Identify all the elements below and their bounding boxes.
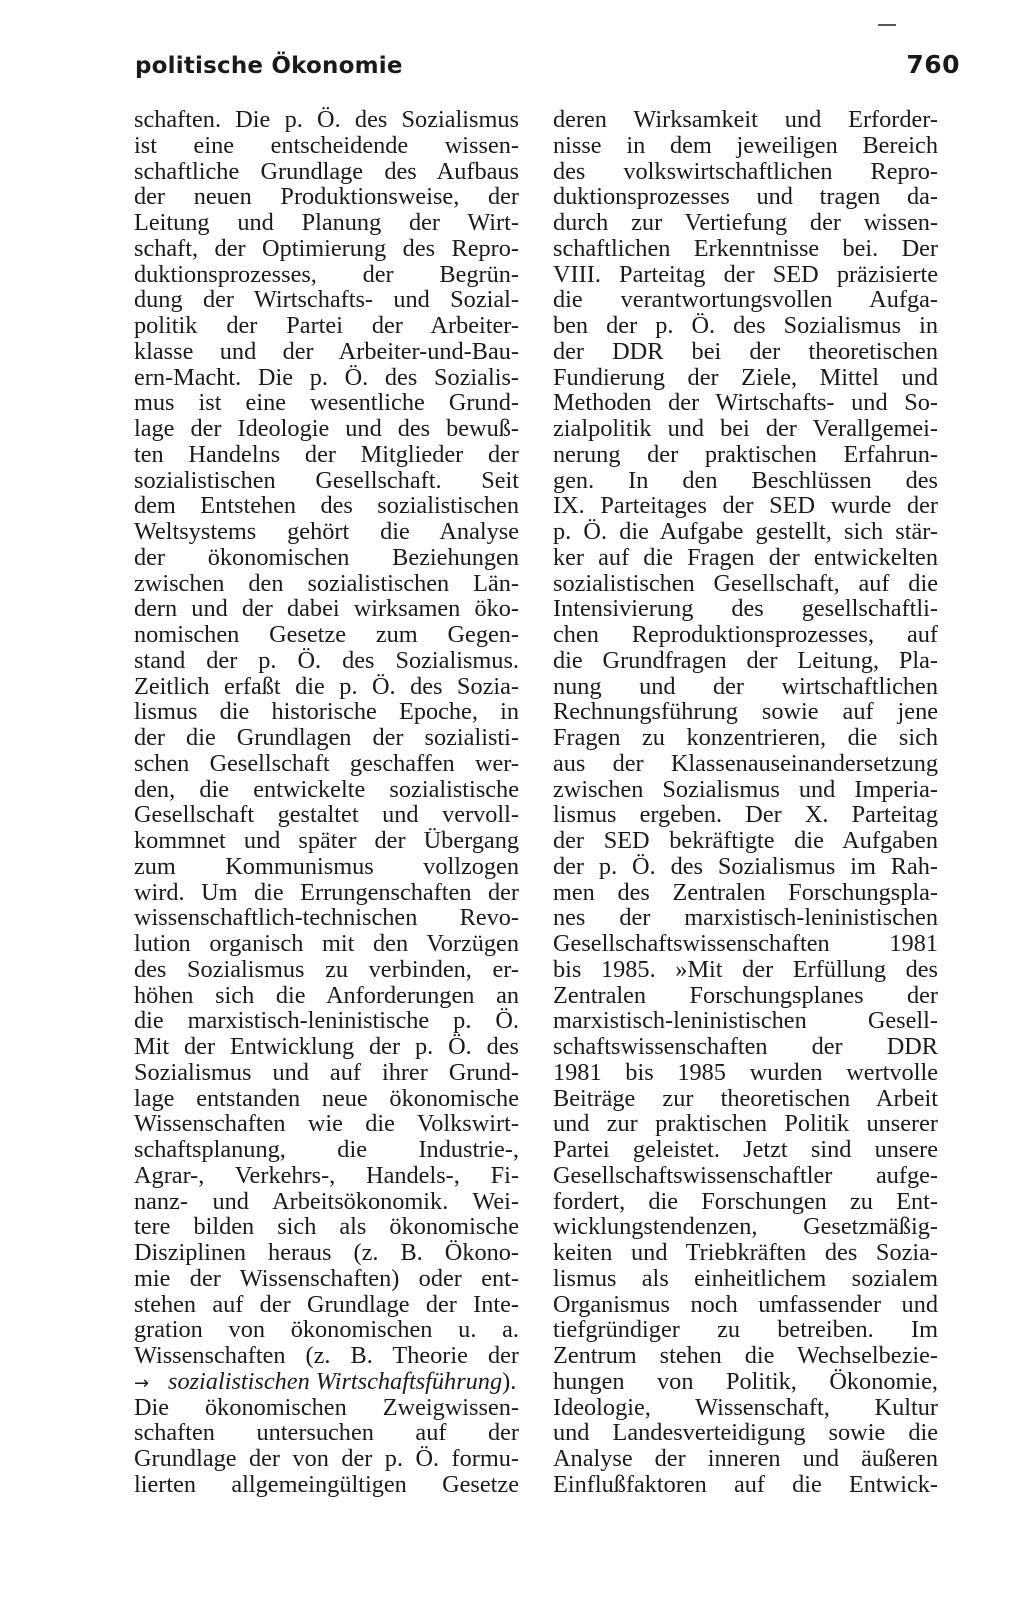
text-line: Einflußfaktoren auf die Entwick- <box>553 1471 938 1498</box>
text-line: tiefgründiger zu betreiben. Im <box>553 1317 938 1343</box>
text-line: hungen von Politik, Ökonomie, <box>553 1368 938 1395</box>
text-line: stand der p. Ö. des Sozialismus. <box>134 647 519 674</box>
text-line: lution organisch mit den Vorzügen <box>134 931 519 957</box>
text-line: bis 1985. »Mit der Erfüllung des <box>553 956 938 983</box>
text-line: schaft, der Optimierung des Repro- <box>134 235 519 262</box>
text-line: schaften. Die p. Ö. des Sozialismus <box>134 107 519 133</box>
text-line: Gesellschaft gestaltet und vervoll- <box>134 802 519 828</box>
text-line: nerung der praktischen Erfahrun- <box>553 441 938 468</box>
text-line: Gesellschaftswissenschaften 1981 <box>553 931 938 957</box>
text-line: der DDR bei der theoretischen <box>553 338 938 365</box>
text-line: des Sozialismus zu verbinden, er- <box>134 956 519 983</box>
text-line: Grundlage der von der p. Ö. formu- <box>134 1446 519 1472</box>
text-line: men des Zentralen Forschungspla- <box>553 879 938 906</box>
text-line: fordert, die Forschungen zu Ent- <box>553 1188 938 1215</box>
text-line: politik der Partei der Arbeiter- <box>134 313 519 339</box>
text-line: schaftswissenschaften der DDR <box>553 1034 938 1060</box>
text-line: schaften untersuchen auf der <box>134 1420 519 1446</box>
text-line: lage entstanden neue ökonomische <box>134 1085 519 1112</box>
text-line: schaftliche Grundlage des Aufbaus <box>134 158 519 185</box>
text-line: wird. Um die Errungenschaften der <box>134 879 519 906</box>
text-line: Partei geleistet. Jetzt sind unsere <box>553 1137 938 1163</box>
text-line: Zeitlich erfaßt die p. Ö. des Sozia- <box>134 673 519 700</box>
text-line: sozialistischen Gesellschaft, auf die <box>553 570 938 597</box>
page-header <box>135 50 960 90</box>
text-line: Organismus noch umfassender und <box>553 1291 938 1318</box>
text-line: schaftsplanung, die Industrie-, <box>134 1137 519 1163</box>
text-line: Die ökonomischen Zweigwissen- <box>134 1394 519 1421</box>
text-line: der neuen Produktionsweise, der <box>134 184 519 210</box>
text-line: des volkswirtschaftlichen Repro- <box>553 158 938 185</box>
text-line: stehen auf der Grundlage der Inte- <box>134 1291 519 1318</box>
text-line: wissenschaftlich-technischen Revo- <box>134 905 519 931</box>
text-line: nanz- und Arbeitsökonomik. Wei- <box>134 1188 519 1215</box>
text-line: duktionsprozesses, der Begrün- <box>134 261 519 288</box>
text-line: Fundierung der Ziele, Mittel und <box>553 364 938 391</box>
text-line: Gesellschaftswissenschaftler aufge- <box>553 1162 938 1189</box>
text-line: deren Wirksamkeit und Erforder- <box>553 107 938 133</box>
text-line: und zur praktischen Politik unserer <box>553 1111 938 1137</box>
left-column <box>134 107 519 1498</box>
text-line: wicklungstendenzen, Gesetzmäßig- <box>553 1214 938 1240</box>
header-mark <box>878 24 896 26</box>
text-line: Disziplinen heraus (z. B. Ökono- <box>134 1240 519 1266</box>
text-line: der die Grundlagen der sozialisti- <box>134 725 519 751</box>
text-line: Wissenschaften wie die Volkswirt- <box>134 1111 519 1137</box>
text-line: 1981 bis 1985 wurden wertvolle <box>553 1059 938 1086</box>
text-line: Sozialismus und auf ihrer Grund- <box>134 1059 519 1086</box>
text-line: nung und der wirtschaftlichen <box>553 673 938 700</box>
text-line: lierten allgemeingültigen Gesetze <box>134 1471 519 1498</box>
text-line: dern und der dabei wirksamen öko- <box>134 596 519 622</box>
text-line: nes der marxistisch-leninistischen <box>553 905 938 931</box>
text-line: den, die entwickelte sozialistische <box>134 776 519 803</box>
text-line: ten Handelns der Mitglieder der <box>134 441 519 468</box>
text-line: der SED bekräftigte die Aufgaben <box>553 828 938 854</box>
text-line: Mit der Entwicklung der p. Ö. des <box>134 1034 519 1060</box>
text-line: tere bilden sich als ökonomische <box>134 1214 519 1240</box>
text-line: keiten und Triebkräften des Sozia- <box>553 1240 938 1266</box>
text-line: Fragen zu konzentrieren, die sich <box>553 725 938 751</box>
text-line: gration von ökonomischen u. a. <box>134 1317 519 1343</box>
text-line: Analyse der inneren und äußeren <box>553 1446 938 1472</box>
text-line: mie der Wissenschaften) oder ent- <box>134 1265 519 1292</box>
text-line: chen Reproduktionsprozesses, auf <box>553 622 938 648</box>
text-line: lage der Ideologie und des bewuß- <box>134 416 519 442</box>
text-line: die Grundfragen der Leitung, Pla- <box>553 647 938 674</box>
text-line: marxistisch-leninistischen Gesell- <box>553 1008 938 1034</box>
text-line: zum Kommunismus vollzogen <box>134 853 519 880</box>
text-line: schen Gesellschaft geschaffen wer- <box>134 750 519 777</box>
text-line: Wissenschaften (z. B. Theorie der <box>134 1343 519 1369</box>
text-line: klasse und der Arbeiter-und-Bau- <box>134 338 519 365</box>
text-line: ern-Macht. Die p. Ö. des Sozialis- <box>134 364 519 391</box>
text-line: lismus als einheitlichem sozialem <box>553 1265 938 1292</box>
text-line: der p. Ö. des Sozialismus im Rah- <box>553 853 938 880</box>
text-line: ben der p. Ö. des Sozialismus in <box>553 313 938 339</box>
text-line: VIII. Parteitag der SED präzisierte <box>553 261 938 288</box>
arrow-right-icon: → <box>134 1372 150 1394</box>
cross-reference-line <box>134 1369 519 1395</box>
text-line: zialpolitik und bei der Verallgemei- <box>553 416 938 442</box>
text-line: ist eine entscheidende wissen- <box>134 132 519 159</box>
text-line: Zentralen Forschungsplanes der <box>553 982 938 1009</box>
text-line: Ideologie, Wissenschaft, Kultur <box>553 1394 938 1421</box>
text-line: lismus ergeben. Der X. Parteitag <box>553 802 938 828</box>
text-line: nisse in dem jeweiligen Bereich <box>553 132 938 159</box>
text-line: duktionsprozesses und tragen da- <box>553 184 938 210</box>
text-line: sozialistischen Gesellschaft. Seit <box>134 467 519 494</box>
text-line: dung der Wirtschafts- und Sozial- <box>134 287 519 313</box>
text-line: die verantwortungsvollen Aufga- <box>553 287 938 313</box>
text-line: p. Ö. die Aufgabe gestellt, sich stär- <box>553 519 938 545</box>
text-line: mus ist eine wesentliche Grund- <box>134 390 519 416</box>
text-line: IX. Parteitages der SED wurde der <box>553 493 938 519</box>
cross-reference-link[interactable]: sozialistischen Wirtschaftsführung <box>168 1368 503 1395</box>
text-line: kommnet und später der Übergang <box>134 828 519 854</box>
text-line: Weltsystems gehört die Analyse <box>134 519 519 545</box>
text-line: lismus die historische Epoche, in <box>134 699 519 725</box>
text-line: schaftlichen Erkenntnisse bei. Der <box>553 235 938 262</box>
text-line: zwischen den sozialistischen Län- <box>134 570 519 597</box>
text-line: nomischen Gesetze zum Gegen- <box>134 622 519 648</box>
right-column <box>553 107 938 1498</box>
cross-reference-suffix: ). <box>502 1368 517 1395</box>
text-line: Rechnungsführung sowie auf jene <box>553 699 938 725</box>
text-line: der ökonomischen Beziehungen <box>134 544 519 571</box>
text-line: die marxistisch-leninistische p. Ö. <box>134 1008 519 1034</box>
text-line: aus der Klassenauseinandersetzung <box>553 750 938 777</box>
text-line: Agrar-, Verkehrs-, Handels-, Fi- <box>134 1162 519 1189</box>
text-line: höhen sich die Anforderungen an <box>134 982 519 1009</box>
text-line: Methoden der Wirtschafts- und So- <box>553 390 938 416</box>
text-line: durch zur Vertiefung der wissen- <box>553 210 938 236</box>
text-line: ker auf die Fragen der entwickelten <box>553 544 938 571</box>
text-line: Leitung und Planung der Wirt- <box>134 210 519 236</box>
text-line: Intensivierung des gesellschaftli- <box>553 596 938 622</box>
text-line: Zentrum stehen die Wechselbezie- <box>553 1343 938 1369</box>
text-line: und Landesverteidigung sowie die <box>553 1420 938 1446</box>
page-number: 760 <box>906 50 960 79</box>
text-line: zwischen Sozialismus und Imperia- <box>553 776 938 803</box>
text-line: dem Entstehen des sozialistischen <box>134 493 519 519</box>
text-line: Beiträge zur theoretischen Arbeit <box>553 1085 938 1112</box>
text-line: gen. In den Beschlüssen des <box>553 467 938 494</box>
running-head: politische Ökonomie <box>135 53 403 79</box>
